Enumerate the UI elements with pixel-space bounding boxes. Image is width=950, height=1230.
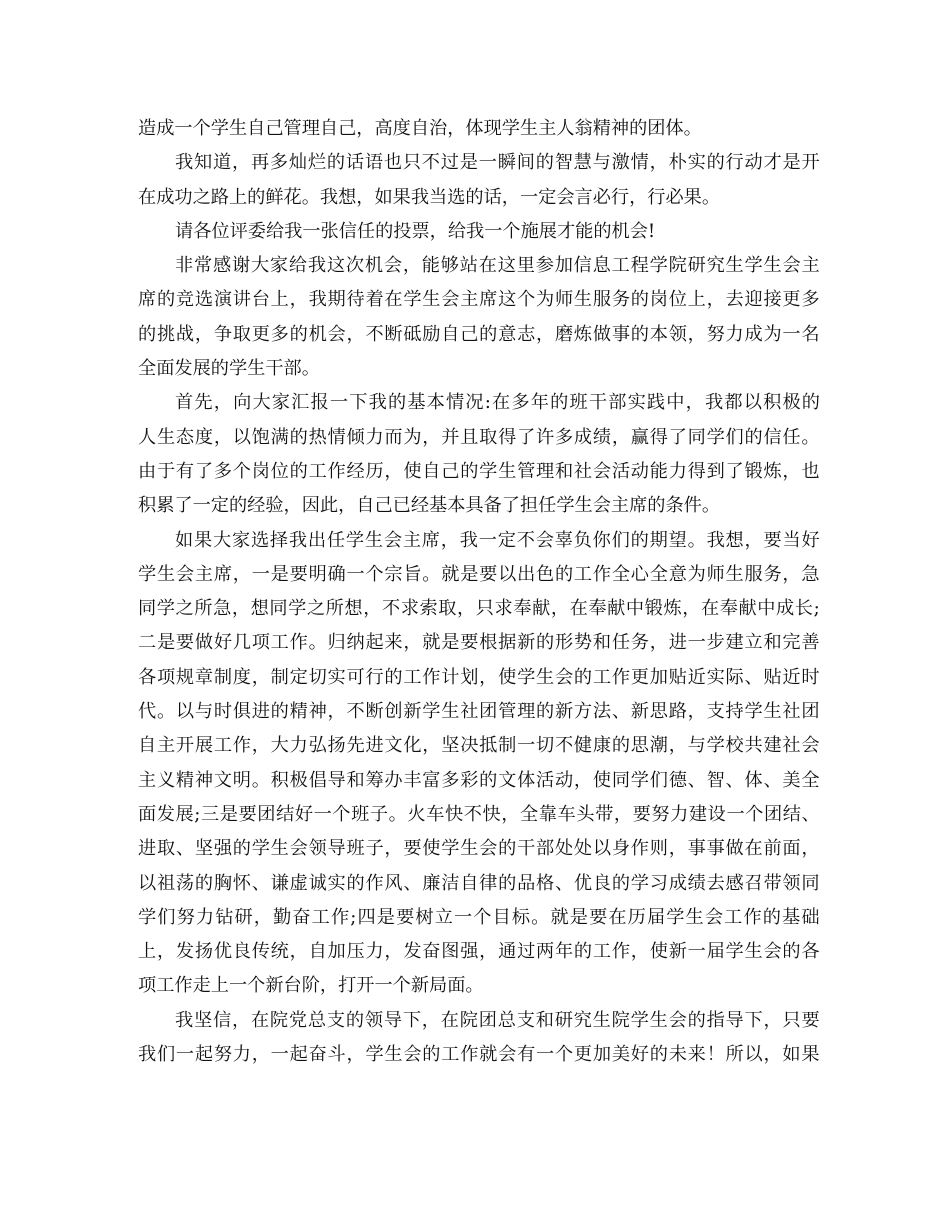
text-line: 席 的 竞 选 演 讲 台 上 ， 我 期 待 着 在 学 生 会 主 席 这 个 为 师 生 服 务 的 岗 位 上 ， 去 迎 接 更 多 [138, 289, 820, 311]
text-line: 面 发 展 ; 三 是 要 团 结 好 一 个 班 子 。 火 车 快 不 快 ， 全 靠 车 头 带 ， 要 努 力 建 设 一 个 团 结 、 [138, 803, 820, 825]
text-line: 首 先 ， 向 大 家 汇 报 一 下 我 的 基 本 情 况 : 在 多 年 的 班 干 部 实 践 中 ， 我 都 以 积 极 的 [175, 392, 820, 414]
text-line: 积累了一定的经验，因此，自己已经基本具备了担任学生会主席的条件。 [138, 495, 721, 517]
text-line: 上 ， 发 扬 优 良 传 统 ， 自 加 压 力 ， 发 奋 图 强 ， 通 过 两 年 的 工 作 ， 使 新 一 届 学 生 会 的 各 [138, 941, 820, 963]
text-line: 自 主 开 展 工 作 ， 大 力 弘 扬 先 进 文 化 ， 坚 决 抵 制 一 切 不 健 康 的 思 潮 ， 与 学 校 共 建 社 会 [138, 735, 820, 757]
text-line: 造成一个学生自己管理自己，高度自治，体现学生主人翁精神的团体。 [138, 118, 702, 139]
text-line: 人 生 态 度 ， 以 饱 满 的 热 情 倾 力 而 为 ， 并 且 取 得 了 许 多 成 绩 ， 赢 得 了 同 学 们 的 信 任 。 [138, 426, 820, 448]
text-line: 我 坚 信 ， 在 院 党 总 支 的 领 导 下 ， 在 院 团 总 支 和 研 究 生 院 学 生 会 的 指 导 下 ， 只 要 [175, 1009, 820, 1031]
text-line: 我 知 道 ， 再 多 灿 烂 的 话 语 也 只 不 过 是 一 瞬 间 的 智 慧 与 激 情 ， 朴 实 的 行 动 才 是 开 [175, 152, 820, 174]
text-line: 全面发展的学生干部。 [138, 358, 320, 380]
text-line: 二 是 要 做 好 几 项 工 作 。 归 纳 起 来 ， 就 是 要 根 据 新 的 形 势 和 任 务 ， 进 一 步 建 立 和 完 善 [138, 632, 820, 654]
text-line: 学 生 会 主 席 ， 一 是 要 明 确 一 个 宗 旨 。 就 是 要 以 出 色 的 工 作 全 心 全 意 为 师 生 服 务 ， 急 [138, 563, 820, 585]
text-line: 在成功之路上的鲜花。我想，如果我当选的话，一定会言必行，行必果。 [138, 186, 721, 208]
text-line: 以 祖 荡 的 胸 怀 、 谦 虚 诚 实 的 作 风 、 廉 洁 自 律 的 品 格 、 优 良 的 学 习 成 绩 去 感 召 带 领 同 [138, 872, 820, 894]
text-line: 如 果 大 家 选 择 我 出 任 学 生 会 主 席 ， 我 一 定 不 会 辜 负 你 们 的 期 望 。 我 想 ， 要 当 好 [175, 529, 820, 551]
text-line: 非 常 感 谢 大 家 给 我 这 次 机 会 ， 能 够 站 在 这 里 参 加 信 息 工 程 学 院 研 究 生 学 生 会 主 [175, 255, 820, 277]
text-line: 同 学 之 所 急 ， 想 同 学 之 所 想 ， 不 求 索 取 ， 只 求 奉 献 ， 在 奉 献 中 锻 炼 ， 在 奉 献 中 成 长 ; [138, 598, 820, 620]
text-line: 我 们 一 起 努 力 ， 一 起 奋 斗 ， 学 生 会 的 工 作 就 会 有 一 个 更 加 美 好 的 未 来 ！ 所 以 ， 如 果 [138, 1044, 820, 1066]
text-line: 项工作走上一个新台阶，打开一个新局面。 [138, 975, 484, 997]
text-line: 进 取 、 坚 强 的 学 生 会 领 导 班 子 ， 要 使 学 生 会 的 干 部 处 处 以 身 作 则 ， 事 事 做 在 前 面 ， [138, 838, 820, 860]
text-line: 由 于 有 了 多 个 岗 位 的 工 作 经 历 ， 使 自 己 的 学 生 管 理 和 社 会 活 动 能 力 得 到 了 锻 炼 ， 也 [138, 460, 820, 482]
text-line: 的 挑 战 ， 争 取 更 多 的 机 会 ， 不 断 砥 励 自 己 的 意 志 ， 磨 炼 做 事 的 本 领 ， 努 力 成 为 一 名 [138, 323, 820, 345]
text-line: 主 义 精 神 文 明 。 积 极 倡 导 和 筹 办 丰 富 多 彩 的 文 体 活 动 ， 使 同 学 们 德 、 智 、 体 、 美 全 [138, 769, 820, 791]
text-line: 代 。 以 与 时 俱 进 的 精 神 ， 不 断 创 新 学 生 社 团 管 理 的 新 方 法 、 新 思 路 ， 支 持 学 生 社 团 [138, 701, 820, 723]
text-line: 各 项 规 章 制 度 ， 制 定 切 实 可 行 的 工 作 计 划 ， 使 学 生 会 的 工 作 更 加 贴 近 实 际 、 贴 近 时 [138, 666, 820, 688]
document-body [138, 112, 820, 1072]
text-line: 请各位评委给我一张信任的投票，给我一个施展才能的机会! [175, 220, 656, 242]
text-line: 学 们 努 力 钻 研 ， 勤 奋 工 作 ; 四 是 要 树 立 一 个 目 标 。 就 是 要 在 历 届 学 生 会 工 作 的 基 础 [138, 906, 820, 928]
